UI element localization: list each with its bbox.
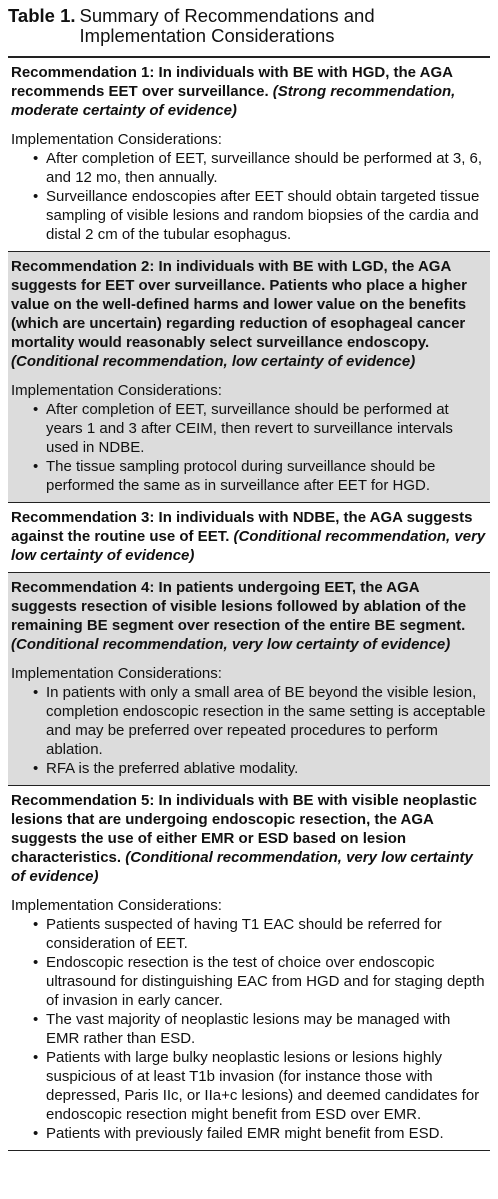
recommendation-4	[8, 573, 490, 785]
bullet-icon: •	[33, 458, 39, 475]
consideration-text: After completion of EET, surveillance should be performed at 3, 6, and 12 mo, then annually.	[46, 150, 483, 186]
statement-text: Recommendation 5: In individuals with BE with visible neoplastic lesions that are undergoing endoscopic resection, the AGA suggests the use of either EMR or ESD based on lesion characteristics.	[11, 792, 477, 866]
consideration-item	[11, 683, 487, 759]
consideration-item	[11, 187, 487, 244]
recommendation-2	[8, 252, 490, 502]
table-label: Table 1.	[8, 5, 76, 26]
consideration-text: Patients suspected of having T1 EAC should be referred for consideration of EET.	[46, 916, 442, 952]
consideration-text: Surveillance endoscopies after EET should obtain targeted tissue sampling of visible lesions and random biopsies of the cardia and distal 2 cm of the tubular esophagus.	[46, 188, 480, 243]
bullet-icon: •	[33, 150, 39, 167]
consideration-list	[11, 400, 487, 495]
implementation-heading: Implementation Considerations:	[11, 897, 222, 914]
bullet-icon: •	[33, 954, 39, 971]
bullet-icon: •	[33, 1011, 39, 1028]
consideration-text: The tissue sampling protocol during surveillance should be performed the same as in surveillance after EET for HGD.	[46, 458, 436, 494]
recommendation-5	[8, 786, 490, 1150]
consideration-item	[11, 149, 487, 187]
recommendation-qualifier: (Strong recommendation, moderate certainty of evidence)	[11, 83, 456, 119]
recommendation-statement	[11, 578, 487, 654]
consideration-text: In patients with only a small area of BE beyond the visible lesion, completion endoscopic resection in the same setting is acceptable and may be preferred over repeated procedures to perform ablation.	[46, 684, 486, 758]
consideration-text: Patients with previously failed EMR might benefit from ESD.	[46, 1125, 444, 1142]
consideration-item	[11, 915, 487, 953]
recommendations-table	[8, 58, 490, 1151]
consideration-list	[11, 683, 487, 778]
bullet-icon: •	[33, 1125, 39, 1142]
recommendation-3	[8, 503, 490, 572]
implementation-heading: Implementation Considerations:	[11, 131, 222, 148]
consideration-text: After completion of EET, surveillance should be performed at years 1 and 3 after CEIM, then revert to surveillance intervals used in NDBE.	[46, 401, 453, 456]
recommendation-qualifier: (Conditional recommendation, low certainty of evidence)	[11, 353, 416, 370]
recommendation-qualifier: (Conditional recommendation, very low certainty of evidence)	[11, 528, 486, 564]
statement-text: Recommendation 4: In patients undergoing EET, the AGA suggests resection of visible lesions followed by ablation of the remaining BE segment over resection of the entire BE segment.	[11, 579, 467, 634]
consideration-list	[11, 915, 487, 1143]
row-divider	[8, 1150, 490, 1151]
recommendation-statement	[11, 508, 487, 565]
recommendation-statement	[11, 63, 487, 120]
consideration-item	[11, 457, 487, 495]
recommendation-statement	[11, 257, 487, 371]
statement-text: Recommendation 3: In individuals with NDBE, the AGA suggests against the routine use of EET.	[11, 509, 473, 545]
consideration-item	[11, 1124, 487, 1143]
statement-text: Recommendation 2: In individuals with BE with LGD, the AGA suggests for EET over surveillance. Patients who place a higher value on the well-defined harms and lower value on the benefits (which are uncertain) regarding reduction of esophageal cancer mortality would reasonably select surveillance endoscopy.	[11, 258, 467, 351]
bullet-icon: •	[33, 684, 39, 701]
bullet-icon: •	[33, 760, 39, 777]
bullet-icon: •	[33, 401, 39, 418]
table-title	[8, 6, 490, 46]
recommendation-qualifier: (Conditional recommendation, very low certainty of evidence)	[11, 636, 451, 653]
consideration-text: Endoscopic resection is the test of choice over endoscopic ultrasound for distinguishing EAC from HGD and for staging depth of invasion in early cancer.	[46, 954, 485, 1009]
recommendation-statement	[11, 791, 487, 886]
bullet-icon: •	[33, 188, 39, 205]
implementation-heading: Implementation Considerations:	[11, 382, 222, 399]
consideration-item	[11, 400, 487, 457]
consideration-text: Patients with large bulky neoplastic lesions or lesions highly suspicious of at least T1b invasion (for instance those with depressed, Paris IIc, or IIa+c lesions) and deemed candidates for endoscopic resection might benefit from ESD over EMR.	[46, 1049, 480, 1123]
consideration-item	[11, 953, 487, 1010]
consideration-text: RFA is the preferred ablative modality.	[46, 760, 299, 777]
implementation-heading: Implementation Considerations:	[11, 665, 222, 682]
recommendation-1	[8, 58, 490, 251]
table-caption: Summary of Recommendations and Implementation Considerations	[79, 5, 375, 46]
statement-text: Recommendation 1: In individuals with BE with HGD, the AGA recommends EET over surveillance.	[11, 64, 453, 100]
bullet-icon: •	[33, 916, 39, 933]
consideration-list	[11, 149, 487, 244]
consideration-item	[11, 759, 487, 778]
consideration-text: The vast majority of neoplastic lesions may be managed with EMR rather than ESD.	[46, 1011, 451, 1047]
consideration-item	[11, 1048, 487, 1124]
bullet-icon: •	[33, 1049, 39, 1066]
recommendation-qualifier: (Conditional recommendation, very low certainty of evidence)	[11, 849, 473, 885]
consideration-item	[11, 1010, 487, 1048]
